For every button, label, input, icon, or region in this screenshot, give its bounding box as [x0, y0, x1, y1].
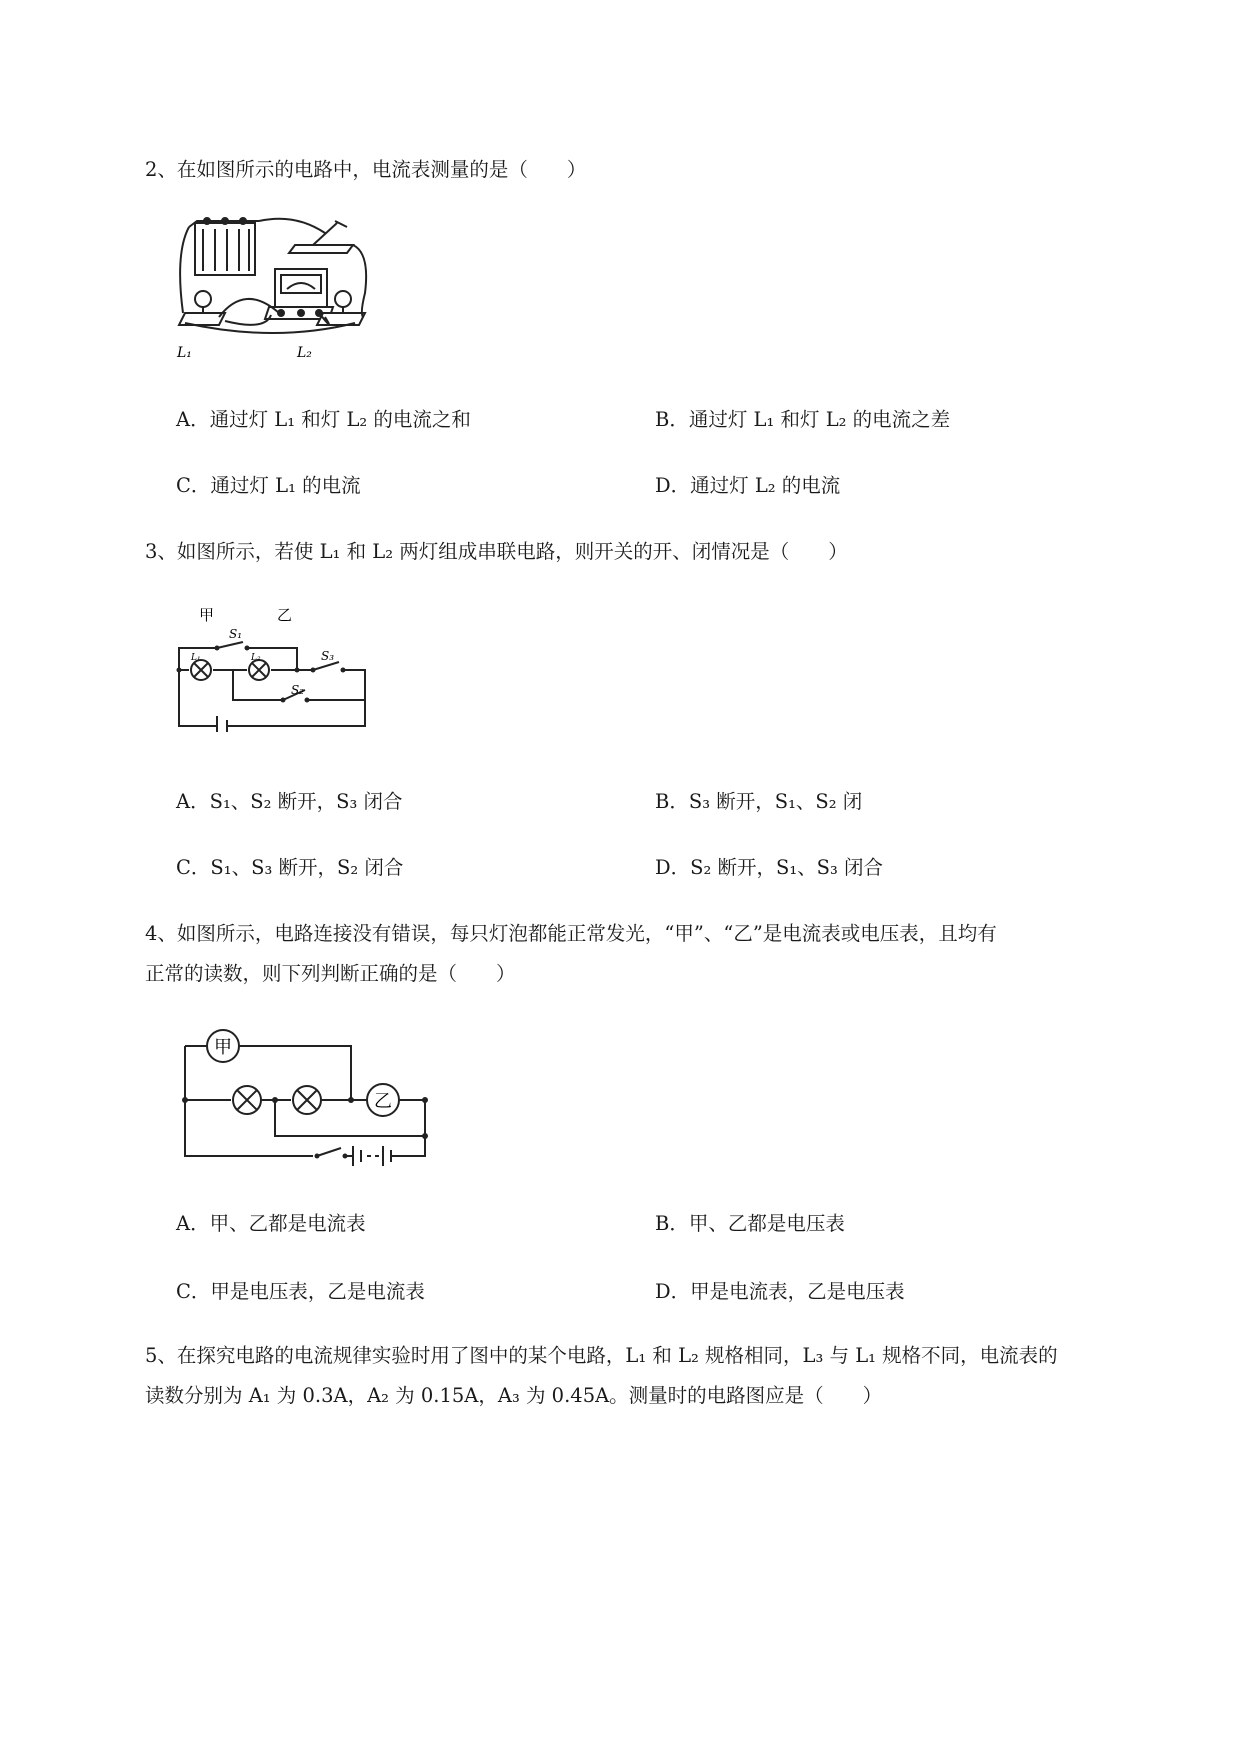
- q3-fig-label-yi: 乙: [277, 606, 293, 624]
- q3-stem: 3、如图所示，若使 L₁ 和 L₂ 两灯组成串联电路，则开关的开、闭情况是（ ）: [145, 540, 848, 563]
- q3-option-d[interactable]: D．S₂ 断开，S₁、S₃ 闭合: [655, 856, 884, 879]
- q2-option-c[interactable]: C．通过灯 L₁ 的电流: [176, 474, 361, 497]
- q2-option-b[interactable]: B．通过灯 L₁ 和灯 L₂ 的电流之差: [655, 408, 951, 431]
- q3-fig-label-l2: L₂: [251, 653, 261, 663]
- q4-option-c[interactable]: C．甲是电压表，乙是电流表: [176, 1280, 425, 1303]
- q3-fig-label-jia: 甲: [199, 606, 215, 624]
- q2-fig-label-l2: L₂: [297, 345, 312, 361]
- q3-fig-label-s2: S₂: [291, 683, 305, 697]
- q5-stem-line1: 5、在探究电路的电流规律实验时用了图中的某个电路，L₁ 和 L₂ 规格相同，L₃ 与 L₁ 规格不同，电流表的: [145, 1344, 1058, 1367]
- q3-fig-label-s3: S₃: [321, 649, 335, 663]
- q4-circuit-figure: [175, 1028, 435, 1170]
- q3-option-a[interactable]: A．S₁、S₂ 断开，S₃ 闭合: [176, 790, 403, 813]
- q4-fig-label-jia: 甲: [214, 1037, 232, 1058]
- q2-circuit-figure: [175, 213, 400, 373]
- q5-stem-line2: 读数分别为 A₁ 为 0.3A，A₂ 为 0.15A，A₃ 为 0.45A。测量时的电路图应是（ ）: [145, 1384, 883, 1407]
- q3-option-c[interactable]: C．S₁、S₃ 断开，S₂ 闭合: [176, 856, 404, 879]
- q3-circuit-figure: [175, 604, 375, 732]
- q2-option-a[interactable]: A．通过灯 L₁ 和灯 L₂ 的电流之和: [176, 408, 471, 431]
- q2-option-d[interactable]: D．通过灯 L₂ 的电流: [655, 474, 841, 497]
- q3-option-b[interactable]: B．S₃ 断开，S₁、S₂ 闭: [655, 790, 863, 813]
- q4-option-b[interactable]: B．甲、乙都是电压表: [655, 1212, 845, 1235]
- q4-stem-line1: 4、如图所示，电路连接没有错误，每只灯泡都能正常发光，“甲”、“乙”是电流表或电压表，且均有: [145, 922, 997, 945]
- q3-fig-label-s1: S₁: [229, 627, 243, 641]
- q3-fig-label-l1: L₁: [191, 653, 201, 663]
- q4-option-a[interactable]: A．甲、乙都是电流表: [176, 1212, 366, 1235]
- q4-option-d[interactable]: D．甲是电流表，乙是电压表: [655, 1280, 905, 1303]
- q2-fig-label-l1: L₁: [177, 345, 192, 361]
- q4-stem-line2: 正常的读数，则下列判断正确的是（ ）: [145, 962, 516, 985]
- q2-stem: 2、在如图所示的电路中，电流表测量的是（ ）: [145, 158, 587, 181]
- q4-fig-label-yi: 乙: [374, 1091, 392, 1112]
